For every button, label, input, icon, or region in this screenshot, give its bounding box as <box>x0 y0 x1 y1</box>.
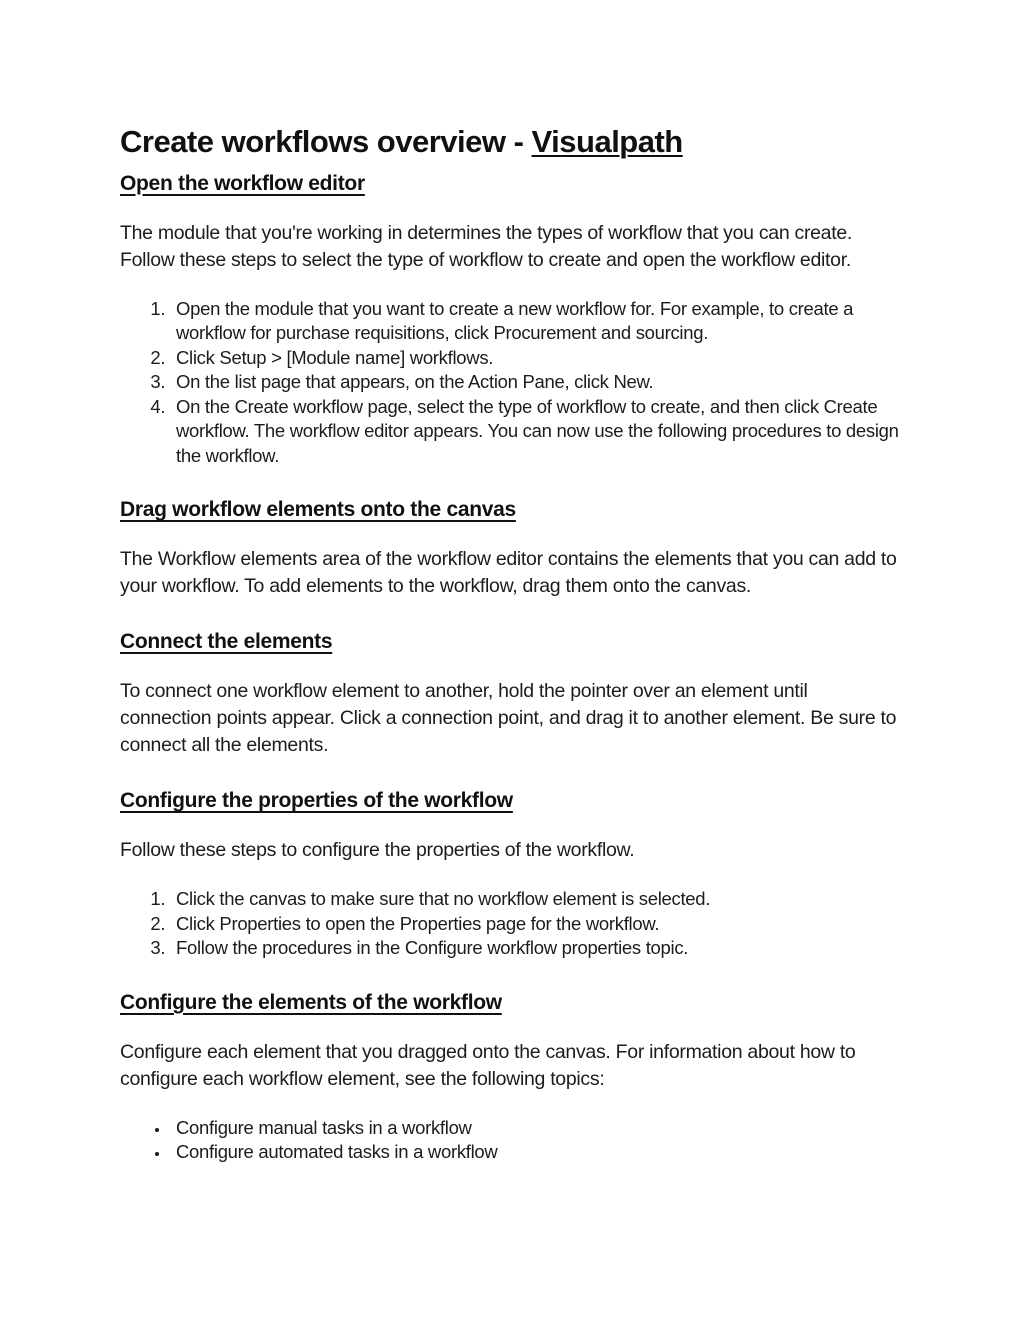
list-item: 3. Follow the procedures in the Configure workflow properties topic. <box>170 936 904 961</box>
section-heading: Connect the elements <box>120 630 333 654</box>
section-heading: Configure the elements of the workflow <box>120 990 502 1014</box>
list-item: • Configure automated tasks in a workflow <box>170 1140 904 1165</box>
paragraph: The Workflow elements area of the workflow editor contains the elements that you can add to your workflow. To add elements to the workflow, drag them onto the canvas. <box>120 548 897 598</box>
list-item: • Configure manual tasks in a workflow <box>170 1116 904 1141</box>
list-item: 1. Open the module that you want to create a new workflow for. For example, to create a workflow for purchase requisitions, click Procurement and sourcing. <box>170 297 904 346</box>
paragraph: To connect one workflow element to another, hold the pointer over an element until connection points appear. Click a connection point, and drag it to another element. Be sure to connect all the elements. <box>120 680 897 757</box>
list-item: 2. Click Properties to open the Properties page for the workflow. <box>170 912 904 937</box>
section-drag-elements <box>120 498 904 600</box>
paragraph: Follow these steps to configure the properties of the workflow. <box>120 839 635 862</box>
document-content <box>120 123 904 1165</box>
section-heading: Drag workflow elements onto the canvas <box>120 498 516 522</box>
paragraph: The module that you're working in determines the types of workflow that you can create. Follow these steps to select the type of workflow to create and open the workflow editor. <box>120 221 853 271</box>
section-heading: Configure the properties of the workflow <box>120 789 513 813</box>
list-item: 4. On the Create workflow page, select the type of workflow to create, and then click Create workflow. The workflow editor appears. You can now use the following procedures to design the workflow. <box>170 395 904 469</box>
section-connect-elements <box>120 630 904 759</box>
ordered-list <box>120 297 904 469</box>
visualpath-link[interactable]: Visualpath <box>531 124 683 159</box>
page-title-text: Create workflows overview - <box>120 124 532 159</box>
section-configure-elements <box>120 991 904 1165</box>
bullet-list <box>120 1116 904 1165</box>
page-title <box>120 123 904 162</box>
list-item: 3. On the list page that appears, on the Action Pane, click New. <box>170 370 904 395</box>
ordered-list <box>120 887 904 961</box>
section-heading: Open the workflow editor <box>120 171 365 195</box>
section-open-workflow-editor <box>120 172 904 469</box>
list-item: 1. Click the canvas to make sure that no workflow element is selected. <box>170 887 904 912</box>
list-item: 2. Click Setup > [Module name] workflows. <box>170 346 904 371</box>
section-configure-properties <box>120 789 904 961</box>
paragraph: Configure each element that you dragged onto the canvas. For information about how to configure each workflow element, see the following topics: <box>120 1040 856 1090</box>
